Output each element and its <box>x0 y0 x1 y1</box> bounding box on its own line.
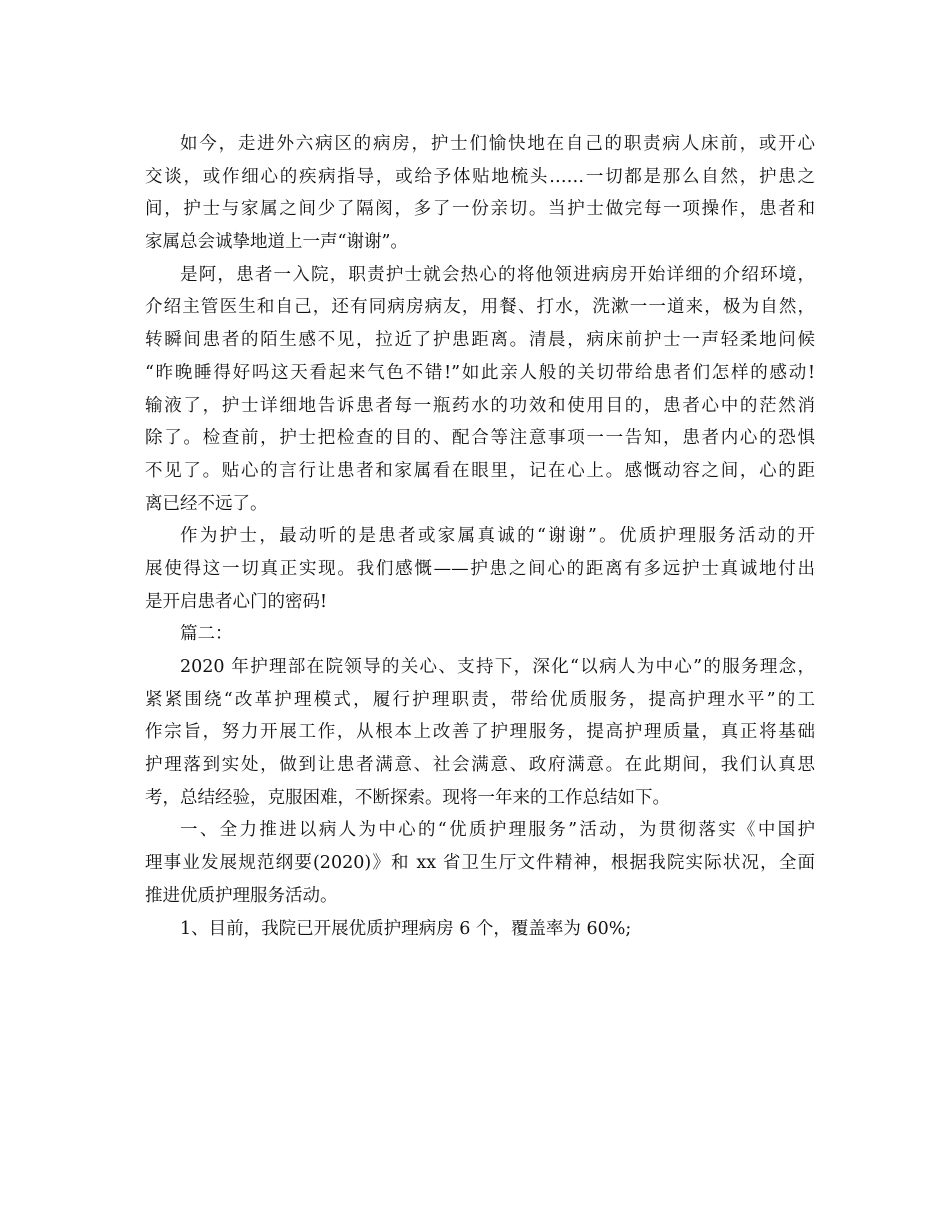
section-heading <box>145 618 815 651</box>
document-body <box>145 128 815 945</box>
text-line: 一、全力推进以病人为中心的“优质护理服务”活动，为贯彻落实《中国护 <box>180 820 815 841</box>
paragraph-nurse-reflection <box>145 520 815 618</box>
text-line: 理事业发展规范纲要(2020)》和 xx 省卫生厅文件精神，根据我院实际状况，全面 <box>145 853 815 874</box>
text-line: 1、目前，我院已开展优质护理病房 6 个，覆盖率为 60%; <box>180 918 632 939</box>
paragraph-ward-intro <box>145 128 815 259</box>
paragraph-admission-care <box>145 259 815 521</box>
text-line: 不见了。贴心的言行让患者和家属看在眼里，记在心上。感慨动容之间，心的距 <box>145 460 815 481</box>
text-line: 交谈，或作细心的疾病指导，或给予体贴地梳头……一切都是那么自然，护患之 <box>145 166 815 187</box>
text-line: 推进优质护理服务活动。 <box>145 885 338 906</box>
text-line: 作宗旨，努力开展工作，从根本上改善了护理服务，提高护理质量，真正将基础 <box>145 722 815 743</box>
paragraph-annual-summary <box>145 651 815 814</box>
text-line: 展使得这一切真正实现。我们感慨——护患之间心的距离有多远护士真诚地付出 <box>145 558 815 579</box>
text-line: 如今，走进外六病区的病房，护士们愉快地在自己的职责病人床前，或开心 <box>180 134 815 154</box>
text-line: “昨晚睡得好吗这天看起来气色不错!”如此亲人般的关切带给患者们怎样的感动! <box>145 362 815 383</box>
paragraph-coverage-item <box>145 913 815 946</box>
text-line: 2020 年护理部在院领导的关心、支持下，深化“以病人为中心”的服务理念， <box>180 657 815 677</box>
text-line: 紧紧围绕“改革护理模式，履行护理职责，带给优质服务，提高护理水平”的工 <box>145 689 815 710</box>
text-line: 介绍主管医生和自己，还有同病房病友，用餐、打水，洗漱一一道来，极为自然， <box>145 297 815 318</box>
text-line: 间，护士与家属之间少了隔阂，多了一份亲切。当护士做完每一项操作，患者和 <box>145 199 815 220</box>
text-line: 离已经不远了。 <box>145 493 268 514</box>
text-line: 考，总结经验，克服困难，不断探索。现将一年来的工作总结如下。 <box>145 787 670 808</box>
text-line: 除了。检查前，护士把检查的目的、配合等注意事项一一告知，患者内心的恐惧 <box>145 428 815 449</box>
text-line: 是开启患者心门的密码! <box>145 591 328 612</box>
text-line: 作为护士，最动听的是患者或家属真诚的“谢谢”。优质护理服务活动的开 <box>180 526 815 547</box>
text-line: 家属总会诚挚地道上一声“谢谢”。 <box>145 232 408 253</box>
heading-text: 篇二： <box>180 624 233 645</box>
text-line: 是阿，患者一入院，职责护士就会热心的将他领进病房开始详细的介绍环境， <box>180 264 815 285</box>
text-line: 输液了，护士详细地告诉患者每一瓶药水的功效和使用目的，患者心中的茫然消 <box>145 395 815 416</box>
text-line: 转瞬间患者的陌生感不见，拉近了护患距离。清晨，病床前护士一声轻柔地问候 <box>145 330 815 351</box>
text-line: 护理落到实处，做到让患者满意、社会满意、政府满意。在此期间，我们认真思 <box>145 755 815 776</box>
paragraph-quality-service <box>145 814 815 912</box>
